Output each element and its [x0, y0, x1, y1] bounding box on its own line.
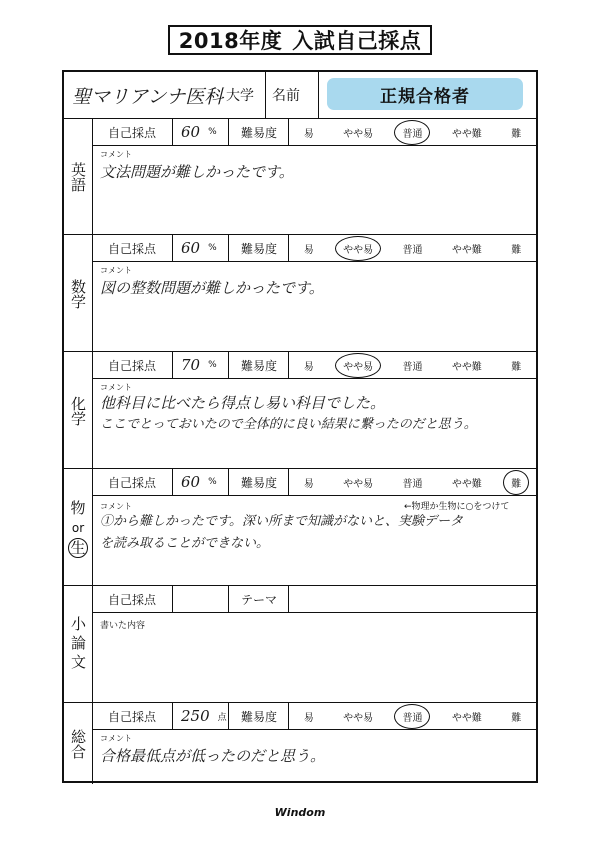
subject-row-total	[64, 702, 536, 784]
difficulty-option-selected[interactable]: 普通	[398, 125, 426, 140]
theme-label: テーマ	[230, 586, 289, 612]
name-label: 名前	[272, 88, 300, 104]
difficulty-option[interactable]: やや難	[451, 478, 482, 490]
difficulty-label: 難易度	[230, 119, 289, 145]
difficulty-option[interactable]: やや難	[451, 128, 482, 140]
subject-row-physics-or-biology	[64, 468, 536, 586]
written-content-label: 書いた内容	[100, 621, 146, 631]
difficulty-options	[289, 703, 536, 729]
subject-name-physics[interactable]: 物	[70, 498, 86, 517]
subject-name: 数学	[69, 278, 87, 309]
difficulty-options	[289, 469, 536, 495]
subject-row-essay	[64, 585, 536, 703]
difficulty-option[interactable]: 難	[511, 712, 522, 724]
difficulty-option[interactable]: やや難	[451, 244, 482, 256]
subject-name: 小論文	[69, 616, 87, 673]
difficulty-options	[289, 352, 536, 378]
subject-label	[64, 119, 93, 235]
page-title	[168, 25, 432, 55]
header-row	[64, 72, 536, 118]
difficulty-option[interactable]: やや難	[451, 712, 482, 724]
difficulty-option-selected[interactable]: 難	[507, 475, 525, 490]
difficulty-label: 難易度	[230, 235, 289, 261]
self-score-value[interactable]: 60 %	[173, 119, 229, 145]
subject-name: 総合	[69, 728, 87, 759]
subject-name: 英語	[69, 162, 87, 192]
comment-label: コメント	[100, 383, 132, 392]
title-text: 入試自己採点	[292, 29, 422, 53]
difficulty-option[interactable]: やや難	[451, 361, 482, 373]
subject-name-biology-circled[interactable]: 生	[68, 538, 88, 558]
instruction-note: ←物理か生物に○をつけて	[404, 502, 510, 512]
score-row	[92, 119, 536, 146]
self-score-label: 自己採点	[92, 703, 173, 729]
score-sheet	[62, 70, 538, 783]
score-row	[92, 352, 536, 379]
subject-row-english	[64, 118, 536, 235]
difficulty-option[interactable]: 易	[303, 478, 314, 490]
comment-label: コメント	[100, 734, 132, 743]
comment-line: 他科目に比べたら得点し易い科目でした。	[100, 394, 386, 412]
comment-label: コメント	[100, 502, 132, 511]
difficulty-option[interactable]: 普通	[402, 478, 423, 490]
self-score-value[interactable]: 70 %	[173, 352, 229, 378]
difficulty-option[interactable]: 普通	[402, 361, 423, 373]
difficulty-option[interactable]: 普通	[402, 244, 423, 256]
self-score-label: 自己採点	[92, 352, 173, 378]
theme-value[interactable]	[289, 586, 536, 612]
comment-line: ここでとっておいたので全体的に良い結果に繋ったのだと思う。	[100, 417, 477, 432]
self-score-value[interactable]	[173, 586, 229, 612]
subject-label	[64, 352, 93, 469]
difficulty-label: 難易度	[230, 703, 289, 729]
comment-line: 図の整数問題が難しかったです。	[100, 279, 324, 297]
score-row	[92, 586, 536, 613]
difficulty-option[interactable]: 易	[303, 244, 314, 256]
daigaku-label: 大学	[226, 88, 254, 104]
difficulty-label: 難易度	[230, 469, 289, 495]
difficulty-option[interactable]: 易	[303, 361, 314, 373]
score-row	[92, 235, 536, 262]
difficulty-option[interactable]: やや易	[343, 712, 374, 724]
difficulty-options	[289, 119, 536, 145]
subject-name: 化学	[69, 395, 87, 426]
difficulty-option[interactable]: 難	[511, 361, 522, 373]
comment-line: 合格最低点が低ったのだと思う。	[100, 747, 326, 765]
school-name-handwritten: 聖マリアンナ医科	[72, 86, 224, 108]
self-score-value[interactable]: 60 %	[173, 235, 229, 261]
footer-brand: Windom	[274, 806, 326, 819]
subject-row-math	[64, 234, 536, 352]
comment-line: を読み取ることができない。	[100, 536, 270, 551]
self-score-value[interactable]: 60 %	[173, 469, 229, 495]
difficulty-option[interactable]: やや易	[343, 128, 374, 140]
score-row	[92, 469, 536, 496]
subject-label	[64, 703, 93, 784]
subject-label	[64, 235, 93, 352]
status-badge: 正規合格者	[327, 78, 523, 110]
score-row	[92, 703, 536, 730]
comment-line: ①から難しかったです。深い所まで知識がないと、実験データ	[100, 514, 463, 529]
divider	[318, 72, 319, 118]
self-score-label: 自己採点	[92, 586, 173, 612]
subject-name-or: or	[71, 520, 85, 535]
title-year: 2018年度	[178, 29, 283, 53]
subject-row-chemistry	[64, 351, 536, 469]
difficulty-options	[289, 235, 536, 261]
comment-label: コメント	[100, 150, 132, 159]
self-score-label: 自己採点	[92, 119, 173, 145]
difficulty-label: 難易度	[230, 352, 289, 378]
self-score-label: 自己採点	[92, 235, 173, 261]
difficulty-option-selected[interactable]: やや易	[339, 241, 377, 256]
difficulty-option-selected[interactable]: やや易	[339, 358, 377, 373]
divider	[265, 72, 266, 118]
difficulty-option[interactable]: やや易	[343, 478, 374, 490]
comment-label: コメント	[100, 266, 132, 275]
self-score-label: 自己採点	[92, 469, 173, 495]
subject-label	[64, 586, 93, 703]
self-score-value[interactable]: 250 点	[173, 703, 229, 729]
comment-line: 文法問題が難しかったです。	[100, 163, 294, 181]
subject-label	[64, 469, 93, 586]
difficulty-option[interactable]: 易	[303, 712, 314, 724]
difficulty-option[interactable]: 難	[511, 128, 522, 140]
difficulty-option-selected[interactable]: 普通	[398, 709, 426, 724]
difficulty-option[interactable]: 難	[511, 244, 522, 256]
difficulty-option[interactable]: 易	[303, 128, 314, 140]
